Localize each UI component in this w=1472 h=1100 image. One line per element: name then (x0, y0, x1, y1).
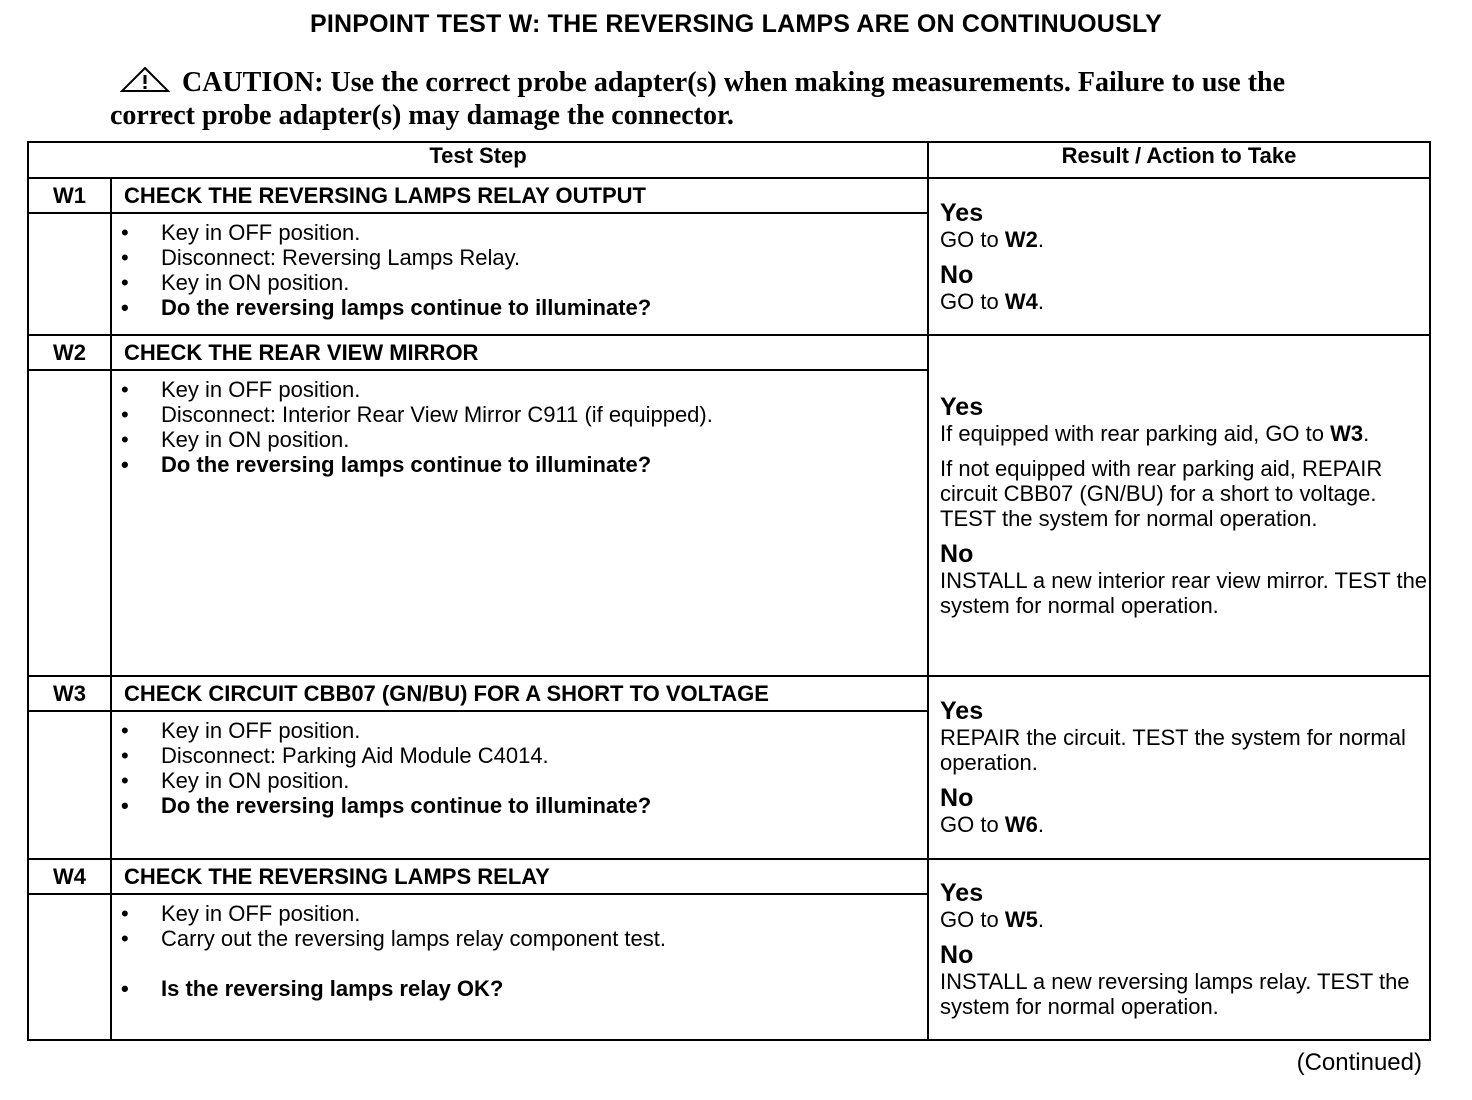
list-item: • Key in OFF position. (29, 901, 927, 926)
no-action: GO to (940, 288, 1005, 314)
list-item: • Key in ON position. (29, 427, 927, 452)
no-label: No (940, 539, 974, 568)
no-action: GO to (940, 812, 1005, 837)
step-id: W1 (28, 178, 111, 213)
yes-action: If equipped with rear parking aid, GO to (940, 420, 1331, 446)
list-item: • Key in OFF position. (29, 377, 927, 402)
list-item: • Key in ON position. (29, 768, 927, 793)
step-result: Yes GO to W5. No INSTALL a new reversing lamps relay. TEST the system for normal operation. (928, 859, 1430, 1040)
step-title: CHECK THE REAR VIEW MIRROR (111, 335, 928, 370)
step-instructions (111, 213, 928, 335)
step-header-row (28, 335, 1430, 370)
yes-action: REPAIR the circuit. TEST the system for normal operation. (940, 725, 1406, 775)
no-label: No (940, 941, 974, 969)
list-item: • Key in OFF position. (29, 718, 927, 743)
no-label: No (940, 260, 974, 289)
yes-label: Yes (940, 392, 984, 421)
step-title: CHECK THE REVERSING LAMPS RELAY (111, 859, 928, 894)
yes-action: GO to (940, 226, 1005, 252)
header-test-step: Test Step (28, 142, 928, 178)
list-item: • Key in ON position. (29, 270, 927, 295)
step-result: Yes REPAIR the circuit. TEST the system for normal operation. No GO to W6. (928, 676, 1430, 859)
list-item: • Key in OFF position. (29, 220, 927, 245)
caution-notice (110, 67, 1370, 131)
caution-text: CAUTION: Use the correct probe adapter(s) when making measurements. Failure to use the correct probe adapter(s) may damage the connector. (110, 67, 1286, 131)
yes-step-ref: W3 (1330, 420, 1364, 446)
no-action: INSTALL a new interior rear view mirror. TEST the system for normal operation. (940, 567, 1428, 618)
list-item: • Carry out the reversing lamps relay component test. (29, 926, 927, 951)
no-step-ref: W6 (1004, 812, 1038, 837)
step-id: W2 (28, 335, 111, 370)
no-label: No (940, 784, 974, 812)
continued-label: (Continued) (1296, 1049, 1422, 1076)
step-instructions (111, 370, 928, 676)
step-id: W4 (28, 859, 111, 894)
step-header-row (28, 859, 1430, 894)
table-header-row (28, 142, 1430, 178)
step-header-row (28, 178, 1430, 213)
yes-step-ref: W2 (1004, 226, 1038, 252)
step-result: Yes If equipped with rear parking aid, GO to W3. If not equipped with rear parking aid, REPAIR circuit CBB07 (GN/BU) for a short to voltage. TEST the system for normal operation. No INSTALL a new interior rear view mirror. TEST the system for normal operation. (928, 335, 1430, 676)
list-item: • Disconnect: Parking Aid Module C4014. (29, 743, 927, 768)
yes-label: Yes (940, 198, 984, 227)
yes-alternate-action: If not equipped with rear parking aid, REPAIR circuit CBB07 (GN/BU) for a short to voltage. TEST the system for normal operation. (940, 455, 1383, 531)
yes-action: GO to (940, 907, 1005, 932)
step-title: CHECK CIRCUIT CBB07 (GN/BU) FOR A SHORT TO VOLTAGE (111, 676, 928, 711)
list-item-question: • Is the reversing lamps relay OK? (29, 976, 927, 1001)
no-step-ref: W4 (1004, 288, 1038, 314)
page-title: PINPOINT TEST W: THE REVERSING LAMPS ARE ON CONTINUOUSLY (309, 10, 1162, 38)
list-item-question: • Do the reversing lamps continue to illuminate? (29, 295, 927, 320)
step-id: W3 (28, 676, 111, 711)
header-result: Result / Action to Take (928, 142, 1430, 178)
pinpoint-test-table (27, 141, 1431, 1041)
no-action: INSTALL a new reversing lamps relay. TEST the system for normal operation. (940, 969, 1410, 1019)
list-item: • Disconnect: Interior Rear View Mirror C911 (if equipped). (29, 402, 927, 427)
step-instructions (111, 894, 928, 1040)
list-item-question: • Do the reversing lamps continue to illuminate? (29, 793, 927, 818)
list-item: • Disconnect: Reversing Lamps Relay. (29, 245, 927, 270)
step-header-row (28, 676, 1430, 711)
step-instructions (111, 711, 928, 859)
step-title: CHECK THE REVERSING LAMPS RELAY OUTPUT (111, 178, 928, 213)
list-item-question: • Do the reversing lamps continue to illuminate? (29, 452, 927, 477)
yes-label: Yes (940, 697, 984, 725)
yes-step-ref: W5 (1004, 907, 1038, 932)
warning-triangle-icon (120, 67, 170, 100)
yes-label: Yes (940, 879, 984, 907)
step-result: Yes GO to W2. No GO to W4. (928, 178, 1430, 335)
